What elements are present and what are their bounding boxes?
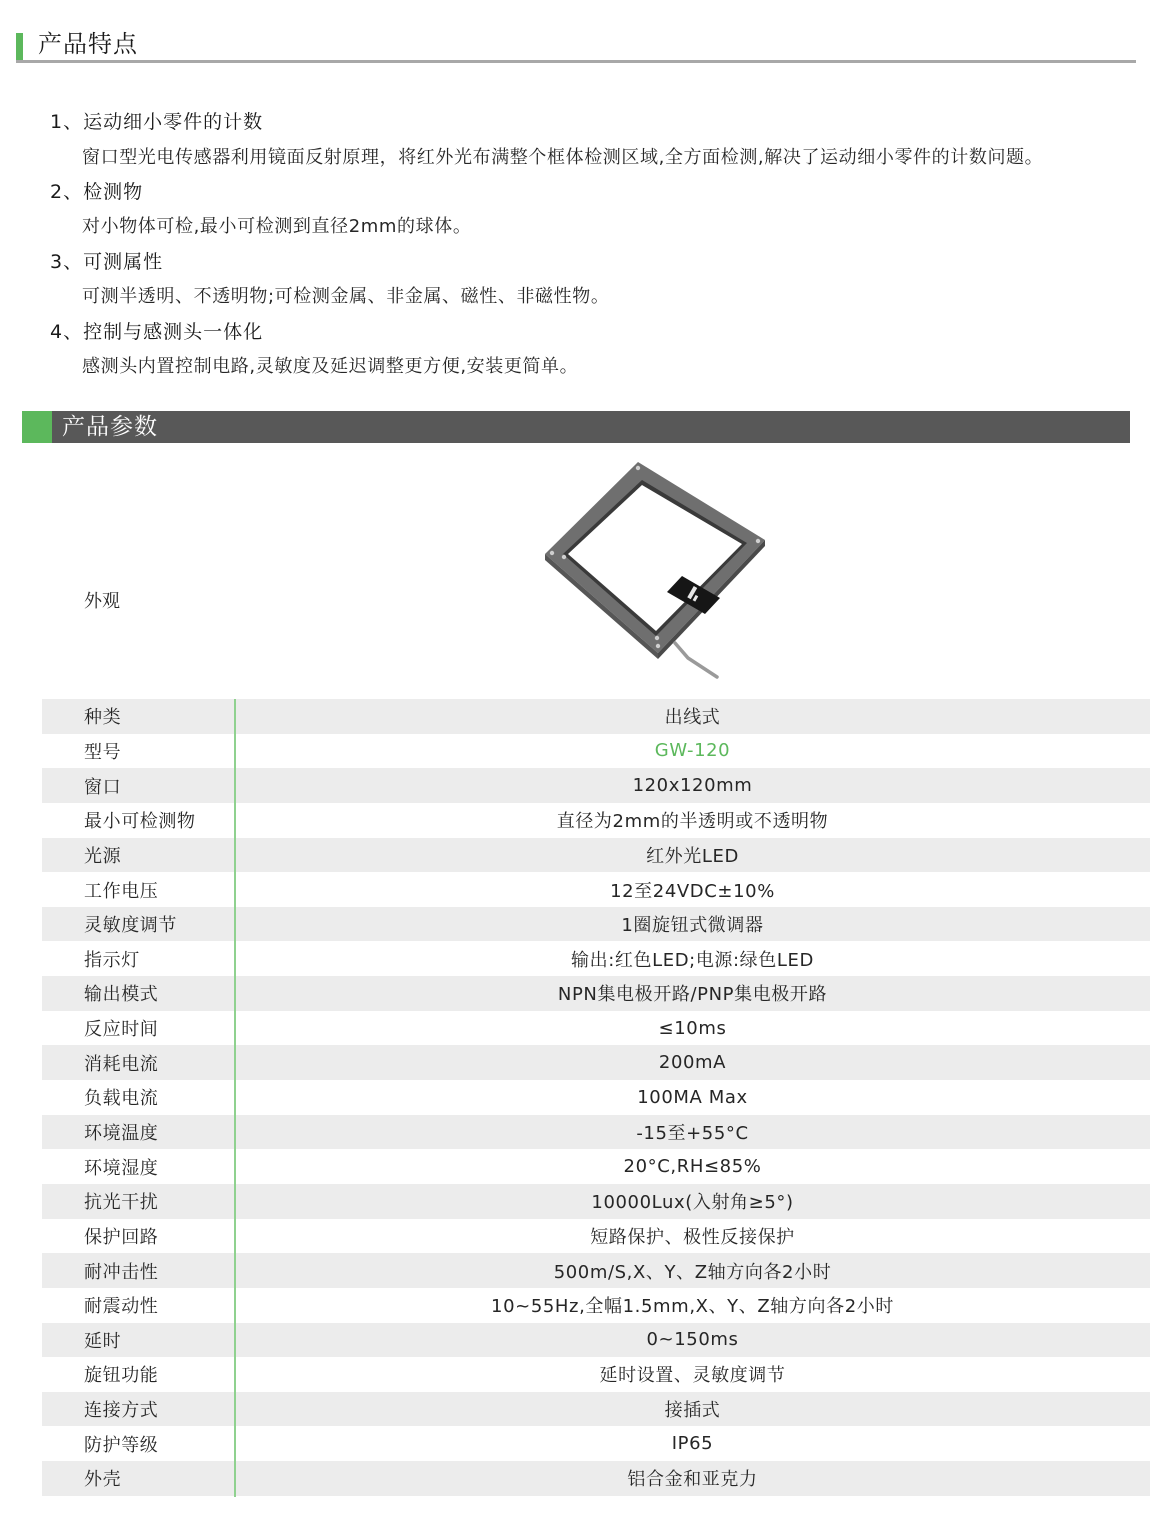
spec-value: 接插式 — [664, 1400, 721, 1422]
spec-label: 负载电流 — [84, 1088, 159, 1110]
spec-value: 200mA — [658, 1052, 727, 1074]
spec-label: 光源 — [84, 845, 122, 867]
section-divider — [16, 60, 1136, 63]
spec-row — [42, 1357, 1150, 1392]
spec-value: 红外光LED — [646, 845, 739, 867]
feature-desc-1: 窗口型光电传感器利用镜面反射原理，将红外光布满整个框体检测区域,全方面检测,解决了运动细小零件的计数问题。 — [82, 147, 1044, 168]
spec-label: 指示灯 — [84, 949, 140, 971]
spec-label: 环境湿度 — [84, 1157, 159, 1179]
spec-row — [42, 1323, 1150, 1358]
spec-row — [42, 1461, 1150, 1496]
spec-value: NPN集电极开路/PNP集电极开路 — [557, 984, 828, 1006]
feature-heading-2: 2、检测物 — [50, 181, 144, 203]
spec-value: 出线式 — [664, 707, 721, 729]
spec-label: 最小可检测物 — [84, 811, 196, 833]
spec-label: 抗光干扰 — [84, 1192, 159, 1214]
feature-heading-4: 4、控制与感测头一体化 — [50, 321, 264, 343]
spec-row — [42, 1184, 1150, 1219]
spec-row — [42, 1149, 1150, 1184]
spec-label: 延时 — [84, 1330, 122, 1352]
spec-row — [42, 1288, 1150, 1323]
feature-heading-3: 3、可测属性 — [50, 251, 164, 273]
feature-desc-3: 可测半透明、不透明物;可检测金属、非金属、磁性、非磁性物。 — [82, 286, 610, 307]
spec-row — [42, 1392, 1150, 1427]
spec-label: 耐震动性 — [84, 1296, 159, 1318]
spec-label: 外壳 — [84, 1469, 122, 1491]
spec-value: 直径为2mm的半透明或不透明物 — [556, 811, 829, 833]
spec-row — [42, 872, 1150, 907]
spec-row — [42, 1080, 1150, 1115]
spec-label: 反应时间 — [84, 1019, 159, 1041]
feature-heading-1: 1、运动细小零件的计数 — [50, 111, 264, 133]
features-section-title: 产品特点 — [38, 30, 138, 58]
spec-value: 10~55Hz,全幅1.5mm,X、Y、Z轴方向各2小时 — [491, 1296, 894, 1318]
spec-value: 12至24VDC±10% — [610, 880, 775, 902]
spec-row — [42, 768, 1150, 803]
feature-desc-2: 对小物体可检,最小可检测到直径2mm的球体。 — [82, 216, 472, 237]
spec-label: 工作电压 — [84, 880, 159, 902]
spec-value: IP65 — [671, 1433, 714, 1455]
spec-label: 种类 — [84, 707, 122, 729]
spec-value: 100MA Max — [637, 1086, 748, 1108]
spec-table — [42, 699, 1150, 1496]
spec-row — [42, 976, 1150, 1011]
spec-row — [42, 941, 1150, 976]
spec-value: 10000Lux(入射角≥5°) — [591, 1192, 794, 1214]
spec-label: 窗口 — [84, 776, 122, 798]
feature-desc-4: 感测头内置控制电路,灵敏度及延迟调整更方便,安装更简单。 — [82, 356, 579, 377]
spec-value: 铝合金和亚克力 — [627, 1469, 758, 1491]
spec-row — [42, 838, 1150, 873]
spec-row — [42, 1045, 1150, 1080]
spec-label: 型号 — [84, 741, 122, 763]
spec-label: 旋钮功能 — [84, 1365, 159, 1387]
spec-row — [42, 1219, 1150, 1254]
spec-value: ≤10ms — [658, 1017, 727, 1039]
product-image — [540, 458, 770, 683]
spec-label: 连接方式 — [84, 1400, 159, 1422]
params-section-title: 产品参数 — [62, 414, 158, 440]
spec-value: 1圈旋钮式微调器 — [621, 915, 764, 937]
spec-label: 耐冲击性 — [84, 1261, 159, 1283]
spec-label: 环境温度 — [84, 1123, 159, 1144]
spec-row — [42, 1426, 1150, 1461]
spec-label: 输出模式 — [84, 984, 159, 1006]
spec-value: 输出:红色LED;电源:绿色LED — [571, 949, 814, 971]
spec-row — [42, 1253, 1150, 1288]
appearance-label: 外观 — [84, 591, 120, 612]
section-accent-bar — [16, 33, 23, 63]
model-value: GW-120 — [654, 740, 731, 762]
spec-row — [42, 803, 1150, 838]
spec-value: 20°C,RH≤85% — [623, 1156, 762, 1178]
spec-label: 保护回路 — [84, 1226, 159, 1248]
table-column-divider — [234, 699, 236, 1497]
spec-value: 120x120mm — [632, 775, 753, 797]
spec-value: -15至+55°C — [636, 1123, 749, 1144]
spec-row — [42, 699, 1150, 734]
spec-value: 延时设置、灵敏度调节 — [599, 1365, 786, 1387]
spec-label: 灵敏度调节 — [84, 915, 177, 937]
params-section-band — [22, 411, 1130, 443]
spec-label: 防护等级 — [84, 1434, 159, 1456]
spec-value: 0~150ms — [646, 1329, 739, 1351]
spec-label: 消耗电流 — [84, 1053, 159, 1075]
spec-row — [42, 907, 1150, 942]
spec-row — [42, 1115, 1150, 1150]
spec-value: 短路保护、极性反接保护 — [590, 1226, 795, 1248]
params-section-accent — [22, 411, 52, 443]
spec-row — [42, 734, 1150, 769]
spec-row — [42, 1011, 1150, 1046]
spec-value: 500m/S,X、Y、Z轴方向各2小时 — [553, 1261, 832, 1283]
